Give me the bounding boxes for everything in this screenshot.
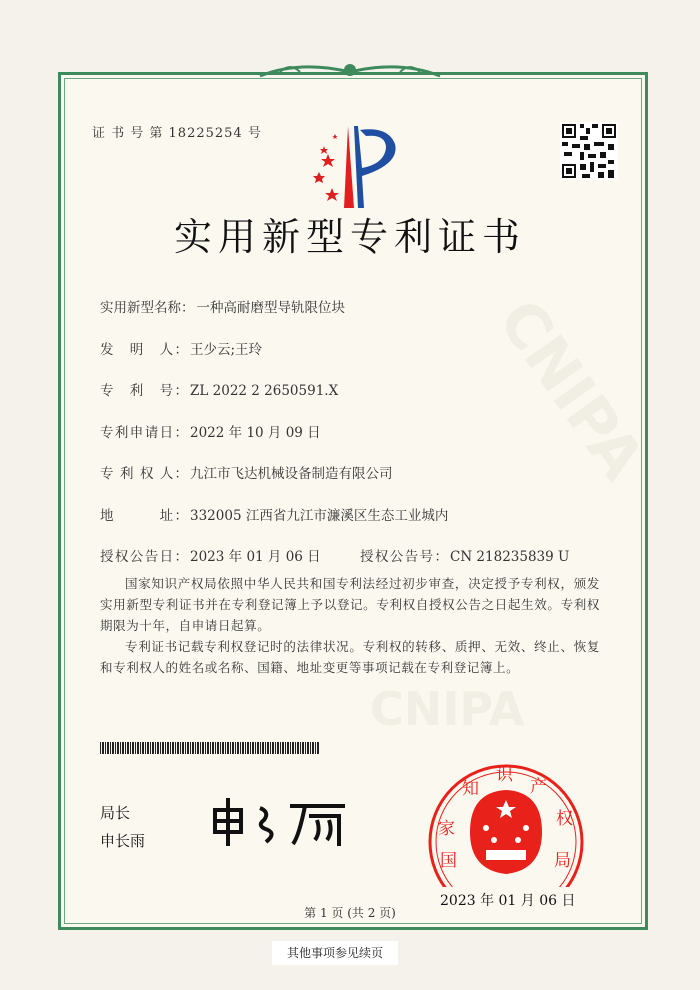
svg-text:知: 知	[462, 779, 479, 799]
watermark: CNIPA	[484, 287, 658, 493]
field-label: 专 利 权 人：	[100, 466, 188, 482]
field-inventor	[100, 338, 262, 358]
official-seal-icon	[426, 762, 586, 887]
svg-text:识: 识	[496, 765, 513, 785]
seal-date: 2023 年 01 月 06 日	[440, 893, 576, 909]
field-label: 授权公告号：	[360, 549, 448, 565]
continued-note: 其他事项参见续页	[272, 941, 398, 965]
field-value: ZL 2022 2 2650591.X	[190, 383, 339, 399]
field-value: 2022 年 10 月 09 日	[190, 425, 321, 441]
field-patentee	[100, 462, 393, 482]
svg-text:局: 局	[554, 851, 571, 871]
svg-text:产: 产	[530, 777, 547, 797]
field-address	[100, 504, 448, 524]
field-value: 一种高耐磨型导轨限位块	[196, 300, 345, 316]
svg-text:家: 家	[438, 819, 455, 839]
field-label: 地 址：	[100, 508, 188, 524]
field-label: 实用新型名称：	[100, 300, 195, 316]
field-value: 王少云;王玲	[190, 342, 263, 358]
svg-text:权: 权	[556, 809, 573, 829]
watermark: CNIPA	[370, 682, 525, 736]
qr-code-icon[interactable]	[560, 122, 618, 180]
paragraph-legal-status: 专利证书记载专利权登记时的法律状况。专利权的转移、质押、无效、终止、恢复和专利权人的姓名或名称、国籍、地址变更等事项记载在专利登记簿上。	[100, 639, 600, 675]
field-value: CN 218235839 U	[450, 549, 570, 565]
field-grant-date	[100, 545, 321, 565]
ornament-icon	[250, 58, 450, 84]
cnipa-logo-icon	[300, 124, 410, 210]
field-label: 专利申请日：	[100, 425, 188, 441]
field-application-date	[100, 421, 321, 441]
field-label: 专 利 号：	[100, 383, 188, 399]
signature-icon	[205, 790, 365, 850]
field-label: 授权公告日：	[100, 549, 188, 565]
page-title: 实用新型专利证书	[173, 215, 526, 259]
field-value: 332005 江西省九江市濂溪区生态工业城内	[190, 508, 449, 524]
svg-text:国: 国	[440, 851, 457, 871]
field-label: 发 明 人：	[100, 342, 188, 358]
barcode-icon	[100, 742, 320, 754]
field-patent-number	[100, 379, 338, 399]
field-announcement-number	[360, 545, 569, 565]
field-utility-model-name	[100, 296, 345, 316]
field-value: 2023 年 01 月 06 日	[190, 549, 321, 565]
certificate-number: 证 书 号 第 18225254 号	[92, 126, 262, 141]
signatory-title: 局长	[100, 804, 131, 822]
page-number-row	[0, 904, 700, 921]
page-number: 第 1 页 (共 2 页)	[304, 906, 396, 920]
field-value: 九江市飞达机械设备制造有限公司	[190, 466, 393, 482]
paragraph-grant: 国家知识产权局依照中华人民共和国专利法经过初步审查，决定授予专利权，颁发实用新型专利证书并在专利登记簿上予以登记。专利权自授权公告之日起生效。专利权期限为十年，自申请日起算。	[100, 576, 600, 633]
signatory-name: 申长雨	[100, 832, 146, 850]
